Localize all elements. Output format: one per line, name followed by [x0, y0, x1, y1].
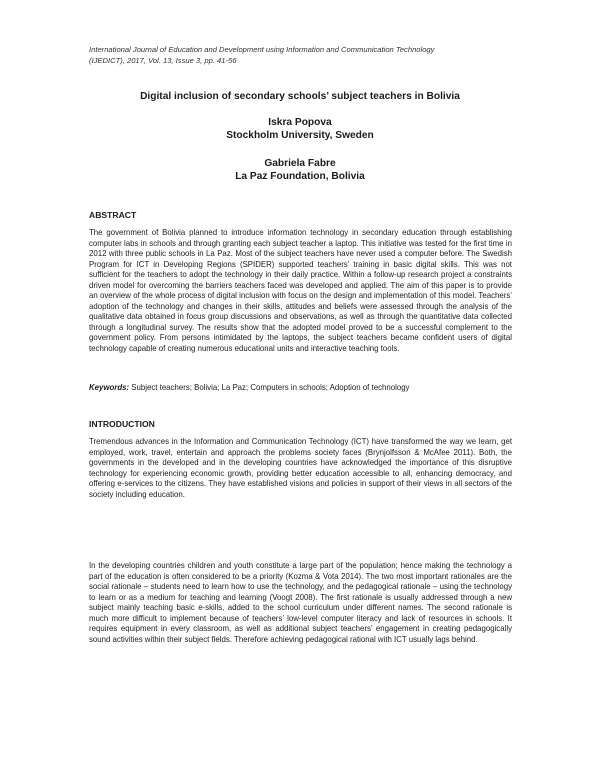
author-block-1: [60, 116, 540, 142]
author-affiliation: La Paz Foundation, Bolivia: [235, 171, 365, 182]
journal-header: [89, 45, 519, 66]
author-name: Iskra Popova: [268, 117, 332, 128]
journal-issue: (IJEDICT), 2017, Vol. 13, Issue 3, pp. 41-56: [89, 55, 237, 65]
intro-paragraph-2: In the developing countries children and youth constitute a large part of the population; hence making the technology a part of the education is often considered to be a priority (Kozma & Vota 2014). The two most important rationales are the social rationale – students need to learn how to use the technology, and the pedagogical rationale – using the technology to learn or as a medium for teaching and learning (Voogt 2008). The first rationale is usually addressed through a new subject mainly teaching basic e-skills, added to the school curriculum under different names. The second rationale is much more difficult to implement because of teachers’ low-level computer literacy and lack of resources in schools. It requires equipment in every classroom, as well as additional subject teachers’ engagement in creating pedagogically sound activities within their subject fields. Therefore achieving pedagogical rational with ICT usually lags behind.: [89, 561, 512, 644]
introduction-heading: INTRODUCTION: [89, 419, 155, 429]
author-affiliation: Stockholm University, Sweden: [226, 130, 374, 141]
abstract-text: The government of Bolivia planned to introduce information technology in secondary education through establishing computer labs in schools and through granting each subject teacher a laptop. This initiative was tested for the first time in 2012 with three public schools in La Paz. Most of the subject teachers have never used a computer before. The Swedish Program for ICT in Developing Regions (SPIDER) supported teachers’ training in basic digital skills. This was not sufficient for the teachers to adopt the technology in their daily practice. Within a follow-up research project a constraints driven model for overcoming the barriers teachers faced was developed and applied. The aim of this paper is to provide an overview of the whole process of digital inclusion with focus on the design and implementation of this model. Teachers’ adoption of the technology and changes in their skills, attitudes and beliefs were assessed through the analysis of the qualitative data obtained in focus group discussions and observations, as well as through the quantitative data collected through a longitudinal survey. The results show that the adopted model proved to be a successful complement to the government policy. From persons intimidated by the laptops, the subject teachers became confident users of digital technology capable of creating numerous educational units and interactive teaching tools.: [89, 228, 512, 353]
intro-paragraph-1: Tremendous advances in the Information and Communication Technology (ICT) have transformed the way we learn, get employed, work, travel, entertain and approach the problems society faces (Brynjolfsson & McAfee 2011). Both, the governments in the developed and in the developing countries have acknowledged the importance of this disruptive technology for experiencing economic growth, providing better education accessible to all, enhancing democracy, and offering e-services to the citizens. They have established visions and policies in support of their views in all sectors of the society including education.: [89, 437, 512, 499]
keywords-label: Keywords:: [89, 383, 130, 392]
paper-title: Digital inclusion of secondary schools’ subject teachers in Bolivia: [140, 91, 460, 102]
keywords-line: [89, 383, 512, 394]
author-name: Gabriela Fabre: [264, 158, 336, 169]
author-block-2: [60, 157, 540, 183]
abstract-heading: ABSTRACT: [89, 210, 137, 220]
keywords-text: Subject teachers; Bolivia; La Paz; Computers in schools; Adoption of technology: [131, 383, 410, 392]
journal-name: International Journal of Education and Development using Information and Communication Technology: [89, 45, 435, 54]
